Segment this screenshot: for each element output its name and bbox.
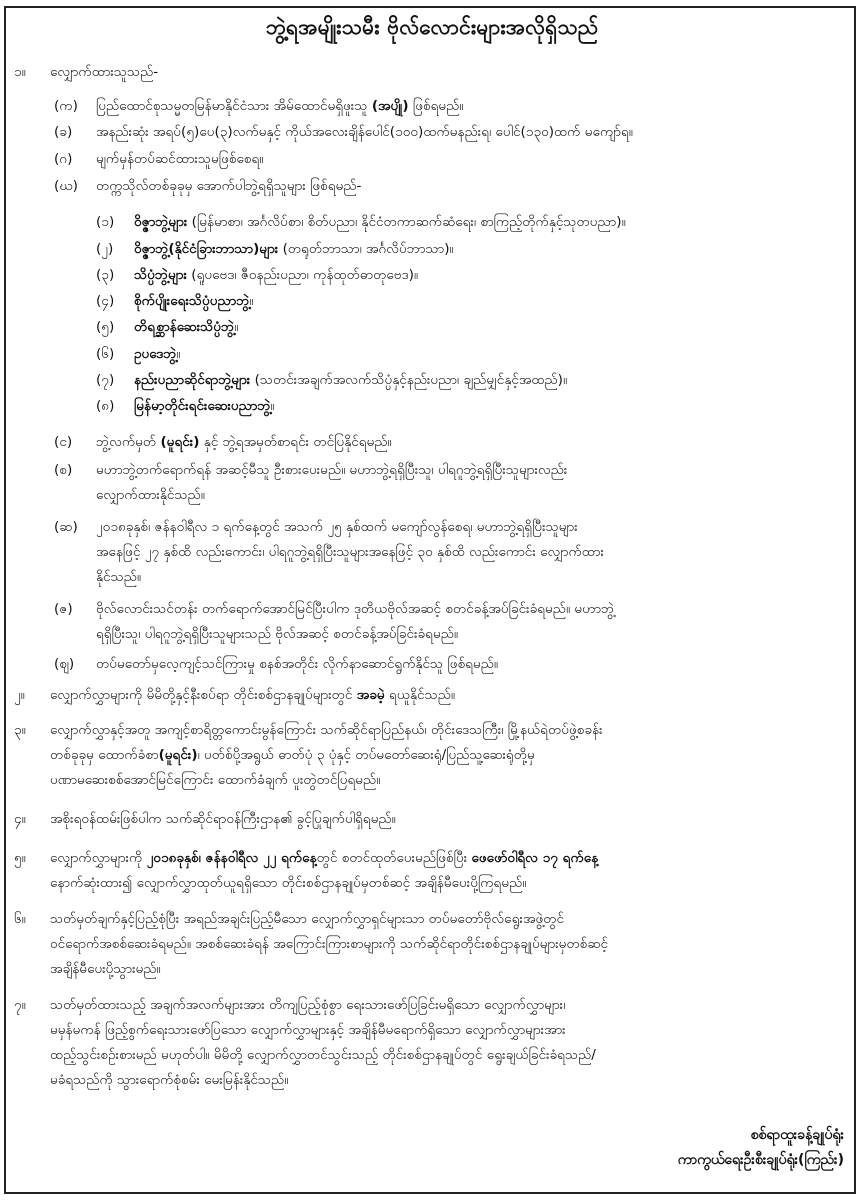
item-g-line-2: အနေဖြင့် ၂၇ နှစ်ထိ လည်းကောင်း၊ ပါရဂူဘွဲ့ရရှိပြီးသူများအနေဖြင့် ၃၀ နှစ်ထိ လည်းကောင်း လျှောက်ထား: [96, 544, 604, 560]
item-f-line-2: လျှောက်ထားနိုင်သည်။: [96, 487, 205, 503]
section-5-line-2: နောက်ဆုံးထား၍ လျှောက်လွှာထုတ်ယူရရှိသော တိုင်းစစ်ဌာနချုပ်မှတစ်ဆင့် အချိန်မီပေးပို့ကြရမည်။: [50, 875, 527, 891]
section-3-line-1: လျှောက်လွှာနှင့်အတူ အကျင့်စာရိတ္တကောင်းမွန်ကြောင်း သက်ဆိုင်ရာပြည်နယ်၊ တိုင်းဒေသကြီး၊ မြို့နယ်ရဲတပ်ဖွဲ့စခန်း: [50, 722, 603, 738]
degree-5-text: တိရစ္ဆာန်ဆေးသိပ္ပံဘွဲ့။: [134, 319, 239, 335]
section-2-text: လျှောက်လွှာများကို မိမိတို့နှင့်နီးစပ်ရာ တိုင်းစစ်ဌာနချုပ်များတွင် အခမဲ့ ရယူနိုင်သည်။: [50, 687, 455, 703]
degree-8-number: (၈): [96, 398, 115, 414]
item-h-number: (ဇ): [54, 601, 73, 617]
item-h-line-2: ရရှိပြီးသူ၊ ပါရဂူဘွဲ့ရရှိပြီးသူများသည် ဗိုလ်အဆင့် စတင်ခန့်အပ်ခြင်းခံရမည်။: [96, 626, 459, 642]
signature-office-1: စစ်ရာထူးခန့်ချုပ်ရုံး: [750, 1127, 844, 1143]
item-a-number: (က): [54, 98, 78, 114]
section-7-line-1: သတ်မှတ်ထားသည့် အချက်အလက်များအား တိကျပြည့်စုံစွာ ရေးသားဖော်ပြခြင်းမရှိသော လျှောက်လွှာများ၊: [50, 997, 566, 1013]
degree-4-text: စိုက်ပျိုးရေးသိပ္ပံပညာဘွဲ့။: [134, 293, 254, 309]
section-6-line-1: သတ်မှတ်ချက်နှင့်ပြည့်စုံပြီး အရည်အချင်းပြည့်မီသော လျှောက်လွှာရှင်များသာ တပ်မတော်ဗိုလ်ရွေးအဖွဲ့တွင်: [50, 911, 564, 927]
item-i-text: တပ်မတော်မှလေ့ကျင့်သင်ကြားမှု စနစ်အတိုင်း လိုက်နာဆောင်ရွက်နိုင်သူ ဖြစ်ရမည်။: [96, 656, 499, 672]
item-f-line-1: မဟာဘွဲ့တက်ရောက်ရန် အဆင့်မီသူ ဦးစားပေးမည်။ မဟာဘွဲ့ရရှိပြီးသူ၊ ပါရဂူဘွဲ့ရရှိပြီးသူများလည်း: [96, 462, 568, 478]
item-d-number: (ဃ): [54, 178, 78, 194]
section-3-line-2: တစ်ခုခုမှ ထောက်ခံစာ(မူရင်း)၊ ပတ်စ်ပို့အရွယ် ဓာတ်ပုံ ၃ ပုံနှင့် တပ်မတော်ဆေးရုံ/ပြည်သူ့ဆေးရုံတို့မှ: [50, 747, 535, 763]
degree-3-text: သိပ္ပံဘွဲ့များ (ရူပဗေဒ၊ ဇီဝနည်းပညာ၊ ကုန်ထုတ်ဓာတုဗေဒ)။: [134, 267, 418, 283]
section-3-number: ၃။: [14, 722, 26, 738]
degree-4-number: (၄): [96, 293, 115, 309]
section-4-number: ၄။: [14, 811, 26, 827]
item-g-line-1: ၂၀၁၈ခုနှစ်၊ ဇန်နဝါရီလ ၁ ရက်နေ့တွင် အသက် ၂၅ နှစ်ထက် မကျော်လွန်စေရ၊ မဟာဘွဲ့ရရှိပြီးသူများ: [96, 519, 578, 535]
section-1-number: ၁။: [14, 64, 26, 80]
degree-1-text: ဝိဇ္ဇာဘွဲ့များ (မြန်မာစာ၊ အင်္ဂလိပ်စာ၊ စိတ်ပညာ၊ နိုင်ငံတကာဆက်ဆံရေး၊ စာကြည့်တိုက်နှင့်သုတပညာ)။: [134, 214, 626, 230]
item-c-text: မျက်မှန်တပ်ဆင်ထားသူမဖြစ်စေရ။: [96, 151, 264, 167]
degree-7-text: နည်းပညာဆိုင်ရာဘွဲ့များ (သတင်းအချက်အလက်သိပ္ပံနှင့်နည်းပညာ၊ ချည်မျှင်နှင့်အထည်)။: [134, 372, 568, 388]
degree-8-text: မြန်မာ့တိုင်းရင်းဆေးပညာဘွဲ့။: [134, 398, 275, 414]
item-d-text: တက္ကသိုလ်တစ်ခုခုမှ အောက်ပါဘွဲ့ရရှိသူများ ဖြစ်ရမည်-: [96, 178, 362, 194]
section-7-line-3: ထည့်သွင်းစဉ်းစားမည် မဟုတ်ပါ။ မိမိတို့ လျှောက်လွှာတင်သွင်းသည့် တိုင်းစစ်ဌာနချုပ်တွင် ရွေးချယ်ခြင်းခံရသည်/: [50, 1047, 596, 1063]
item-g-number: (ဆ): [54, 519, 78, 535]
degree-6-number: (၆): [96, 346, 115, 362]
item-b-number: (ခ): [54, 124, 73, 140]
item-e-text: ဘွဲ့လက်မှတ် (မူရင်း) နှင့် ဘွဲ့ရအမှတ်စာရင်း တင်ပြနိုင်ရမည်။: [96, 434, 392, 450]
degree-2-number: (၂): [96, 241, 114, 257]
degree-3-number: (၃): [96, 267, 115, 283]
section-7-number: ၇။: [14, 997, 26, 1013]
item-a-text: ပြည်ထောင်စုသမ္မတမြန်မာနိုင်ငံသား အိမ်ထောင်မရှိဖူးသူ (အပျို) ဖြစ်ရမည်။: [96, 98, 464, 114]
section-3-line-3: ပဏာမဆေးစစ်အောင်မြင်ကြောင်း ထောက်ခံချက် ပူးတွဲတင်ပြရမည်။: [50, 772, 381, 788]
section-6-number: ၆။: [14, 911, 26, 927]
degree-1-number: (၁): [96, 214, 115, 230]
section-6-line-3: အချိန်မီပေးပို့သွားမည်။: [50, 961, 161, 977]
degree-5-number: (၅): [96, 319, 115, 335]
degree-2-text: ဝိဇ္ဇာဘွဲ့(နိုင်ငံခြားဘာသာ)များ (တရုတ်ဘာသာ၊ အင်္ဂလိပ်ဘာသာ)။: [134, 241, 454, 257]
section-5-line-1: လျှောက်လွှာများကို ၂၀၁၈ခုနှစ်၊ ဇန်နဝါရီလ ၂၂ ရက်နေ့တွင် စတင်ထုတ်ပေးမည်ဖြစ်ပြီး ဖေဖော်ဝါရီလ ၁၇ ရက်နေ့: [50, 850, 599, 866]
document-title: ဘွဲ့ရအမျိုးသမီး ဗိုလ်လောင်းများအလိုရှိသည်: [265, 15, 599, 39]
section-5-number: ၅။: [14, 850, 26, 866]
item-b-text: အနည်းဆုံး အရပ်(၅)ပေ(၃)လက်မနှင့် ကိုယ်အလေးချိန်ပေါင်(၁၀၀)ထက်မနည်းရ၊ ပေါင်(၁၃၀)ထက် မကျော်ရ။: [96, 124, 633, 140]
item-g-line-3: နိုင်သည်။: [96, 569, 141, 585]
section-7-line-4: မခံရသည်ကို သွားရောက်စုံစမ်း မေးမြန်းနိုင်သည်။: [50, 1072, 289, 1088]
section-1-lead: လျှောက်ထားသူသည်-: [50, 64, 159, 80]
section-6-line-2: ဝင်ရောက်အစစ်ဆေးခံရမည်။ အစစ်ဆေးခံရန် အကြောင်းကြားစာများကို သက်ဆိုင်ရာတိုင်းစစ်ဌာနချုပ်များမှတစ်ဆင့်: [50, 936, 609, 952]
section-4-text: အစိုးရဝန်ထမ်းဖြစ်ပါက သက်ဆိုင်ရာဝန်ကြီးဌာန၏ ခွင့်ပြုချက်ပါရှိရမည်။: [50, 811, 396, 827]
item-e-number: (င): [54, 434, 73, 450]
section-2-number: ၂။: [14, 687, 25, 703]
signature-office-2: ကာကွယ်ရေးဦးစီးချုပ်ရုံး(ကြည်း): [677, 1152, 844, 1168]
section-7-line-2: မမှန်မကန် ဖြည့်စွက်ရေးသားဖော်ပြသော လျှောက်လွှာများနှင့် အချိန်မီမရောက်ရှိသော လျှောက်လွှာများအား: [50, 1022, 566, 1038]
degree-7-number: (၇): [96, 372, 115, 388]
item-h-line-1: ဗိုလ်လောင်းသင်တန်း တက်ရောက်အောင်မြင်ပြီးပါက ဒုတိယဗိုလ်အဆင့် စတင်ခန့်အပ်ခြင်းခံရမည်။ မဟာဘွဲ့: [96, 601, 615, 617]
item-f-number: (စ): [54, 462, 73, 478]
item-i-number: (ဈ): [54, 656, 75, 672]
degree-6-text: ဥပဒေဘွဲ့။: [134, 346, 181, 362]
item-c-number: (ဂ): [54, 151, 73, 167]
